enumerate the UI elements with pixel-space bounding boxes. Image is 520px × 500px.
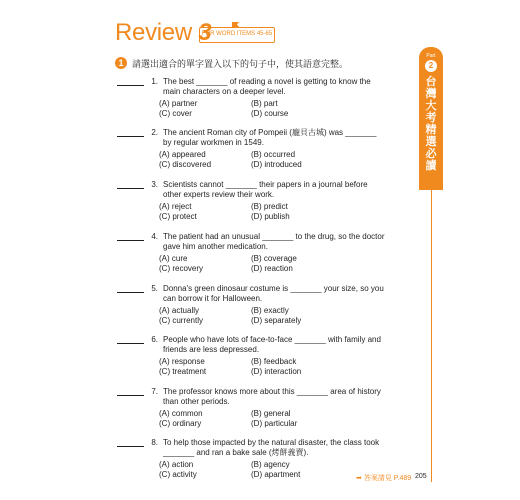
option-c: (C) discovered (159, 160, 212, 169)
option-b: (B) agency (251, 460, 290, 469)
part-title (419, 76, 443, 172)
part-title-char: 精 (425, 124, 437, 136)
answer-reference-text: 答案請見 P.489 (363, 475, 412, 482)
title-number: 3 (198, 19, 212, 46)
option-c: (C) currently (159, 316, 204, 325)
question-stem: The patient had an unusual _______ to the drug, so the doctor gave him another medication. (163, 232, 385, 251)
part-number-badge: 2 (425, 60, 437, 72)
question-number: 8. (151, 438, 158, 447)
answer-blank (117, 343, 144, 344)
option-b: (B) feedback (251, 357, 297, 366)
option-b: (B) general (251, 409, 291, 418)
part-title-char: 必 (425, 148, 437, 160)
part-title-char: 台 (425, 76, 437, 88)
answer-blank (117, 240, 144, 241)
option-b: (B) occurred (251, 150, 296, 159)
option-b: (B) exactly (251, 306, 289, 315)
option-a: (A) partner (159, 99, 198, 108)
option-b: (B) part (251, 99, 278, 108)
option-d: (D) apartment (251, 470, 301, 479)
question-stem: Scientists cannot _______ their papers in a journal before other experts review their work. (163, 180, 368, 199)
option-c: (C) activity (159, 470, 197, 479)
question-stem: The best _______ of reading a novel is getting to know the main characters on a deeper level. (163, 77, 371, 96)
option-a: (A) appeared (159, 150, 206, 159)
option-c: (C) treatment (159, 367, 207, 376)
title-word: Review (115, 19, 192, 46)
option-a: (A) actually (159, 306, 200, 315)
option-d: (D) introduced (251, 160, 302, 169)
side-rule (431, 190, 432, 482)
question-stem: The ancient Roman city of Pompeii (龐貝古城) was _______ by regular workmen in 1549. (163, 128, 377, 147)
option-d: (D) separately (251, 316, 302, 325)
option-c: (C) protect (159, 212, 197, 221)
option-d: (D) interaction (251, 367, 302, 376)
answer-reference (356, 473, 411, 483)
option-c: (C) recovery (159, 264, 204, 273)
part-side-tab (419, 47, 443, 190)
arrow-right-icon: ➥ (356, 475, 362, 482)
flag-icon (231, 21, 241, 29)
part-title-char: 讀 (425, 160, 437, 172)
option-b: (B) predict (251, 202, 288, 211)
option-a: (A) action (159, 460, 194, 469)
answer-blank (117, 85, 144, 86)
instruction-text: 請選出適合的單字置入以下的句子中，使其語意完整。 (132, 59, 349, 69)
part-title-char: 灣 (425, 88, 437, 100)
question-number: 3. (151, 180, 158, 189)
question-number: 4. (151, 232, 158, 241)
page-title (115, 19, 211, 47)
question-stem: To help those impacted by the natural disaster, the class took _______ and ran a bake sale (烤餅義賣). (163, 438, 380, 457)
part-title-char: 考 (425, 112, 437, 124)
word-items-label: FOR WORD ITEMS 45-65 (201, 31, 273, 37)
question-stem: The professor knows more about this _______ area of history than other periods. (163, 387, 381, 406)
question-number: 1. (151, 77, 158, 86)
question-number: 5. (151, 284, 158, 293)
question-stem: People who have lots of face-to-face _______ with family and friends are less depressed. (163, 335, 381, 354)
question-number: 7. (151, 387, 158, 396)
option-a: (A) reject (159, 202, 192, 211)
option-a: (A) cure (159, 254, 188, 263)
part-title-char: 選 (425, 136, 437, 148)
instruction-number-badge: 1 (115, 57, 127, 69)
question-stem: Donna's green dinosaur costume is _______ your size, so you can borrow it for Halloween. (163, 284, 384, 303)
answer-blank (117, 292, 144, 293)
answer-blank (117, 395, 144, 396)
option-c: (C) cover (159, 109, 192, 118)
option-d: (D) course (251, 109, 289, 118)
option-d: (D) reaction (251, 264, 293, 273)
answer-blank (117, 188, 144, 189)
option-c: (C) ordinary (159, 419, 202, 428)
part-title-char: 大 (425, 100, 437, 112)
option-d: (D) particular (251, 419, 298, 428)
option-a: (A) response (159, 357, 205, 366)
question-number: 6. (151, 335, 158, 344)
answer-blank (117, 446, 144, 447)
option-a: (A) common (159, 409, 203, 418)
option-b: (B) coverage (251, 254, 297, 263)
word-items-tag (199, 27, 275, 43)
option-d: (D) publish (251, 212, 290, 221)
answer-blank (117, 136, 144, 137)
page-number: 205 (415, 473, 427, 480)
part-label: Part (426, 53, 436, 59)
question-number: 2. (151, 128, 158, 137)
